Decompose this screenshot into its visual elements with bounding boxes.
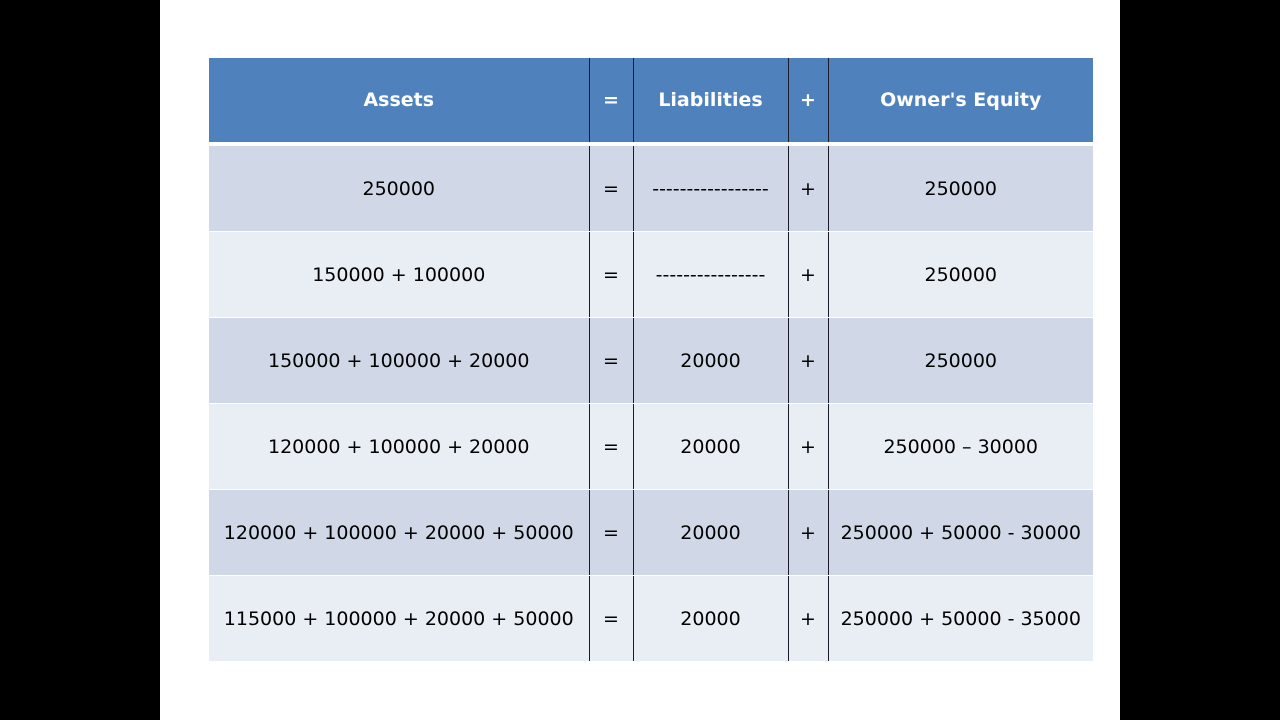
liabilities-cell: ---------------- — [633, 232, 788, 318]
slide — [160, 0, 1120, 720]
table-row — [209, 490, 1093, 576]
assets-cell: 120000 + 100000 + 20000 — [209, 404, 589, 490]
plus-cell: + — [788, 144, 828, 232]
equals-cell: = — [589, 232, 633, 318]
owners-equity-cell: 250000 — [828, 144, 1093, 232]
owners-equity-cell: 250000 — [828, 232, 1093, 318]
equals-cell: = — [589, 144, 633, 232]
equals-cell: = — [589, 490, 633, 576]
plus-cell: + — [788, 576, 828, 662]
table-row — [209, 576, 1093, 662]
equals-cell: = — [589, 576, 633, 662]
table-row — [209, 318, 1093, 404]
owners-equity-cell: 250000 — [828, 318, 1093, 404]
header-assets: Assets — [209, 58, 589, 144]
liabilities-cell: 20000 — [633, 576, 788, 662]
liabilities-cell: 20000 — [633, 318, 788, 404]
header-owners-equity: Owner's Equity — [828, 58, 1093, 144]
liabilities-cell: 20000 — [633, 404, 788, 490]
table-row — [209, 404, 1093, 490]
assets-cell: 115000 + 100000 + 20000 + 50000 — [209, 576, 589, 662]
equals-cell: = — [589, 318, 633, 404]
assets-cell: 250000 — [209, 144, 589, 232]
liabilities-cell: ----------------- — [633, 144, 788, 232]
header-plus: + — [788, 58, 828, 144]
owners-equity-cell: 250000 + 50000 - 30000 — [828, 490, 1093, 576]
plus-cell: + — [788, 318, 828, 404]
plus-cell: + — [788, 404, 828, 490]
assets-cell: 120000 + 100000 + 20000 + 50000 — [209, 490, 589, 576]
liabilities-cell: 20000 — [633, 490, 788, 576]
table-row — [209, 144, 1093, 232]
accounting-equation-table — [209, 58, 1093, 662]
owners-equity-cell: 250000 – 30000 — [828, 404, 1093, 490]
equals-cell: = — [589, 404, 633, 490]
plus-cell: + — [788, 490, 828, 576]
owners-equity-cell: 250000 + 50000 - 35000 — [828, 576, 1093, 662]
header-row — [209, 58, 1093, 144]
assets-cell: 150000 + 100000 — [209, 232, 589, 318]
header-liabilities: Liabilities — [633, 58, 788, 144]
plus-cell: + — [788, 232, 828, 318]
header-equals: = — [589, 58, 633, 144]
table-row — [209, 232, 1093, 318]
assets-cell: 150000 + 100000 + 20000 — [209, 318, 589, 404]
